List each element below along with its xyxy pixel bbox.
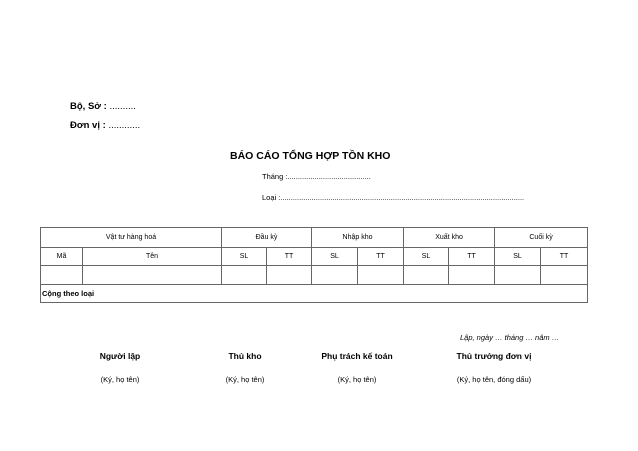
sub-header-qty: SL	[312, 248, 358, 266]
table-cell	[222, 266, 267, 285]
table-cell	[41, 266, 83, 285]
table-cell	[495, 266, 541, 285]
sub-header-row	[41, 248, 588, 266]
group-header-outbound: Xuất kho	[404, 228, 495, 248]
unit-line	[70, 120, 140, 131]
group-header-row	[41, 228, 588, 248]
empty-data-row	[41, 266, 588, 285]
table-cell	[541, 266, 588, 285]
table-cell	[312, 266, 358, 285]
group-header-closing: Cuối kỳ	[495, 228, 588, 248]
unit-label: Đơn vị :	[70, 120, 106, 131]
signature-note-director: (Ký, họ tên, đóng dấu)	[456, 375, 532, 384]
month-line: Tháng :........................................	[262, 172, 371, 181]
sub-header-amount: TT	[449, 248, 495, 266]
ministry-value: ..........	[109, 101, 136, 112]
group-header-goods: Vật tư hàng hoá	[41, 228, 222, 248]
signature-title-storekeeper: Thủ kho	[228, 351, 262, 361]
report-title: BÁO CÁO TỔNG HỢP TỒN KHO	[230, 150, 391, 162]
signature-note-chief-accountant: (Ký, họ tên)	[337, 375, 377, 384]
group-header-opening: Đầu kỳ	[222, 228, 312, 248]
type-line: Loại :.....................................................................................................................	[262, 193, 525, 202]
sub-header-code: Mã	[41, 248, 83, 266]
signature-title-director: Thủ trưởng đơn vị	[456, 351, 532, 361]
ministry-line	[70, 101, 136, 112]
sub-header-amount: TT	[541, 248, 588, 266]
sub-header-name: Tên	[83, 248, 222, 266]
signature-title-chief-accountant: Phụ trách kế toán	[321, 351, 393, 361]
signature-note-preparer: (Ký, họ tên)	[100, 375, 140, 384]
table-cell	[404, 266, 449, 285]
signature-title-preparer: Người lập	[99, 351, 141, 361]
sub-header-qty: SL	[222, 248, 267, 266]
signature-note-storekeeper: (Ký, họ tên)	[225, 375, 265, 384]
table-cell	[449, 266, 495, 285]
date-line: Lập, ngày … tháng … năm …	[460, 333, 560, 342]
unit-value: ............	[108, 120, 141, 131]
sub-header-qty: SL	[404, 248, 449, 266]
table-cell	[83, 266, 222, 285]
sub-header-amount: TT	[267, 248, 312, 266]
total-by-type-label: Cộng theo loại	[41, 285, 588, 303]
ministry-label: Bộ, Sở :	[70, 101, 107, 112]
sub-header-qty: SL	[495, 248, 541, 266]
total-row	[41, 285, 588, 303]
table-cell	[358, 266, 404, 285]
table-cell	[267, 266, 312, 285]
group-header-inbound: Nhập kho	[312, 228, 404, 248]
inventory-table	[40, 227, 588, 303]
sub-header-amount: TT	[358, 248, 404, 266]
